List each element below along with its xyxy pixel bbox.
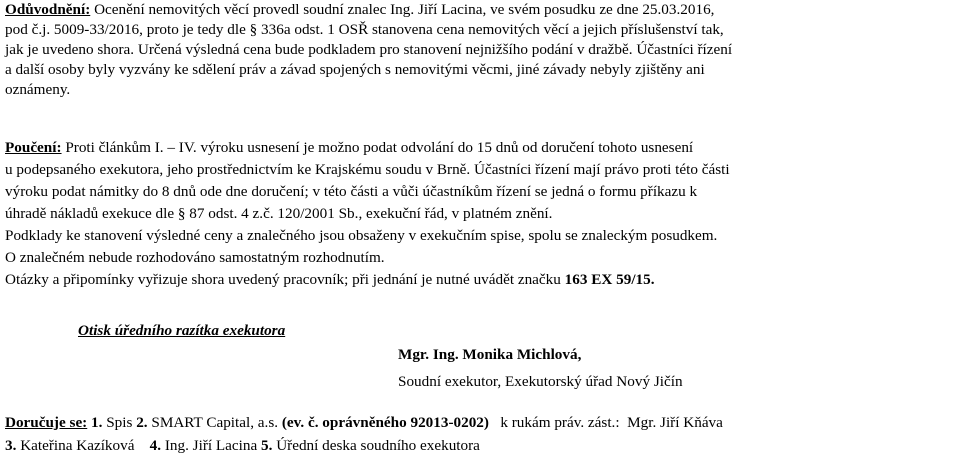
instruction-line-1: [5, 138, 693, 158]
instruction-line-5: Podklady ke stanovení výsledné ceny a znalečného jsou obsaženy v exekučním spise, spolu se znaleckým posudkem.: [5, 227, 718, 244]
reasoning-line-1: [5, 0, 714, 20]
recipient-4-number: 4.: [149, 437, 162, 454]
recipient-1-name: Spis: [102, 414, 137, 431]
instruction-text-7: Otázky a připomínky vyřizuje shora uvedený pracovník; při jednání je nutné uvádět značku: [5, 271, 565, 288]
delivery-line-1: [5, 413, 723, 433]
delivery-label: Doručuje se:: [5, 414, 88, 431]
recipient-3-number: 3.: [5, 437, 17, 454]
creditor-registration: (ev. č. oprávněného 92013-0202): [281, 414, 489, 431]
signatory-name: Mgr. Ing. Monika Michlová,: [398, 346, 582, 363]
delivery-line-2: [5, 436, 480, 456]
recipient-4-name: Ing. Jiří Lacina: [161, 437, 261, 454]
reasoning-label: Odůvodnění:: [5, 1, 91, 18]
recipient-5-number: 5.: [261, 437, 273, 454]
instruction-label: Poučení:: [5, 139, 62, 156]
instruction-line-2: u podepsaného exekutora, jeho prostřednictvím ke Krajskému soudu v Brně. Účastníci řízení mají právo proti této části: [5, 161, 730, 178]
instruction-line-7: [5, 270, 655, 290]
instruction-line-4: úhradě nákladů exekuce dle § 87 odst. 4 z.č. 120/2001 Sb., exekuční řád, v platném znění.: [5, 205, 553, 222]
reasoning-line-3: jak je uvedeno shora. Určená výsledná cena bude podkladem pro stanovení nejnižšího podání v dražbě. Účastníci řízení: [5, 41, 733, 58]
recipient-2-number: 2.: [136, 414, 148, 431]
recipient-2-representative: k rukám práv. zást.: Mgr. Jiří Kňáva: [488, 414, 723, 431]
reasoning-text-1: Ocenění nemovitých věcí provedl soudní znalec Ing. Jiří Lacina, ve svém posudku ze dne 25.03.2016,: [94, 1, 715, 18]
recipient-5-name: Úřední deska soudního exekutora: [272, 437, 480, 454]
reasoning-line-4: a další osoby byly vyzvány ke sdělení práv a závad spojených s nemovitými věcmi, jiné závady nebyly zjištěny ani: [5, 61, 705, 78]
recipient-2-name: SMART Capital, a.s.: [147, 414, 282, 431]
instruction-line-6: O znalečném nebude rozhodováno samostatným rozhodnutím.: [5, 249, 385, 266]
recipient-1-number: 1.: [87, 414, 103, 431]
instruction-text-1: Proti článkům I. – IV. výroku usnesení je možno podat odvolání do 15 dnů od doručení tohoto usnesení: [65, 139, 694, 156]
reasoning-line-2: pod č.j. 5009-33/2016, proto je tedy dle § 336a odst. 1 OSŘ stanovena cena nemovitých věcí a jejich příslušenství tak,: [5, 21, 724, 38]
stamp-placeholder: Otisk úředního razítka exekutora: [78, 322, 286, 339]
signatory-title: Soudní exekutor, Exekutorský úřad Nový Jičín: [398, 373, 683, 390]
reasoning-line-5: oznámeny.: [5, 81, 71, 98]
case-reference: 163 EX 59/15.: [564, 271, 655, 288]
instruction-line-3: výroku podat námitky do 8 dnů ode dne doručení; v této části a vůči účastníkům řízení se jedná o formu příkazu k: [5, 183, 698, 200]
recipient-3-name: Kateřina Kazíková: [16, 437, 150, 454]
